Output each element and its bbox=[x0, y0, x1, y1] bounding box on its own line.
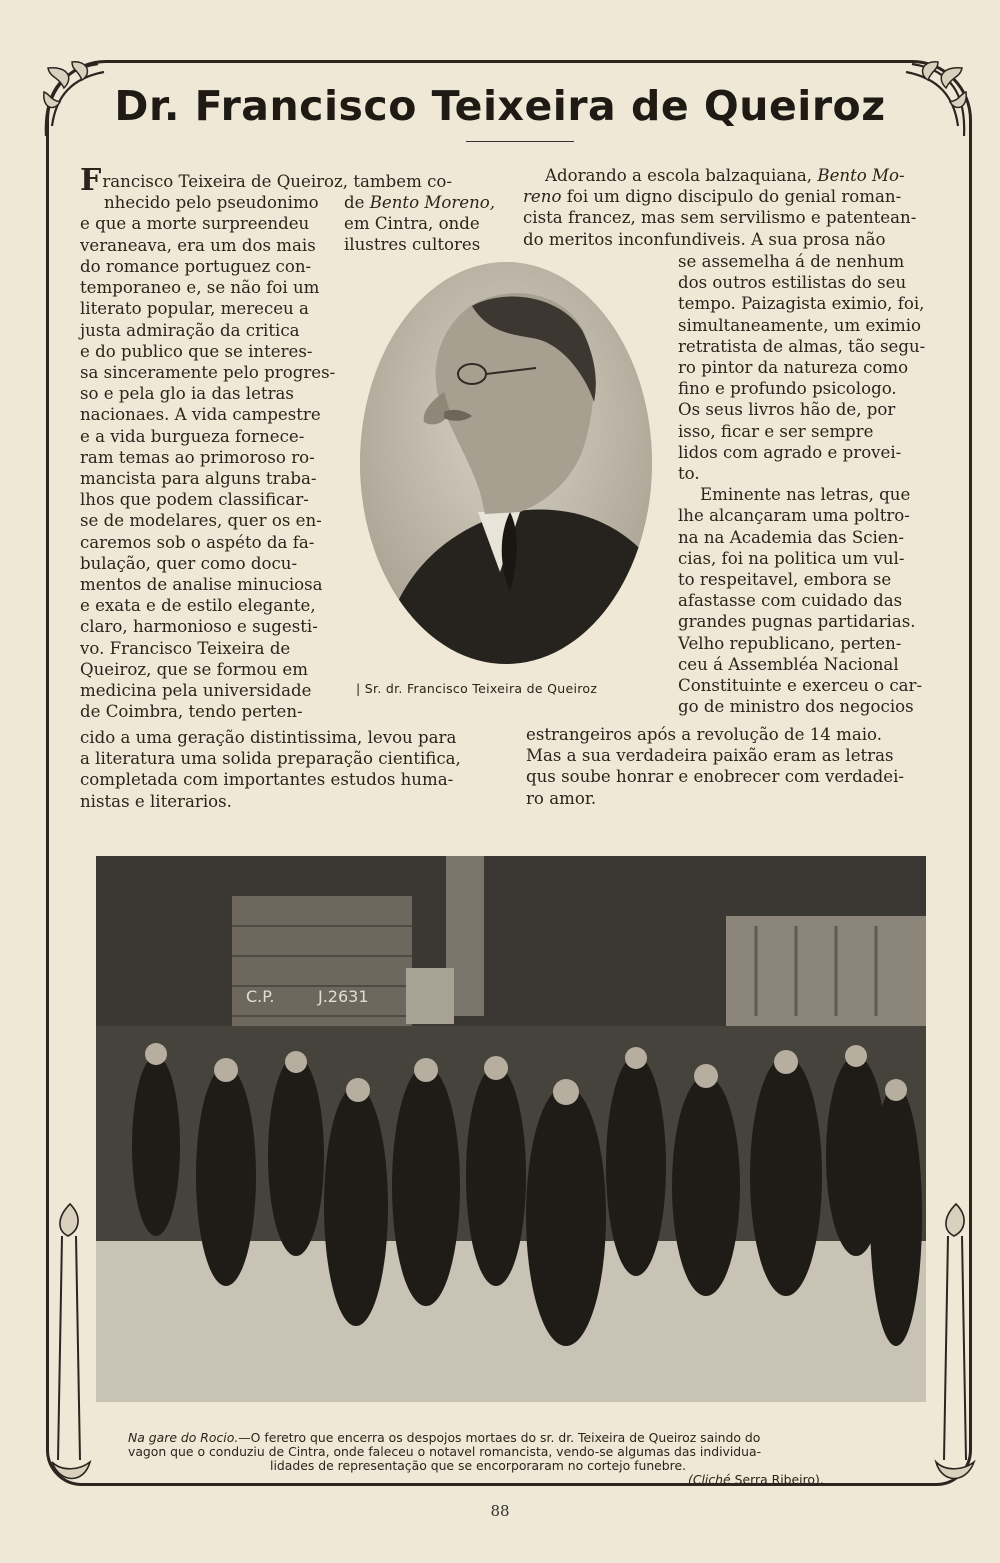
text-line: reno foi um digno discipulo do genial roman- bbox=[523, 187, 902, 207]
caption-line: Na gare do Rocio.—O feretro que encerra os despojos mortaes do sr. dr. Teixeira de Queiroz saindo do bbox=[128, 1430, 761, 1445]
text-line: do meritos inconfundiveis. A sua prosa não bbox=[523, 229, 886, 249]
text-line: nistas e literarios. bbox=[80, 791, 232, 811]
text-line: Os seus livros hão de, por bbox=[678, 400, 896, 420]
text-line: do romance portuguez con- bbox=[80, 257, 312, 276]
text-line: veraneava, era um dos mais bbox=[80, 235, 316, 255]
text-line: temporaneo e, se não foi um bbox=[80, 278, 320, 298]
text-line: vo. Francisco Teixeira de bbox=[80, 638, 291, 658]
text-line: e a vida burgueza fornece- bbox=[80, 426, 305, 446]
text-line: ro amor. bbox=[526, 788, 597, 808]
text-line: nhecido pelo pseudonimo bbox=[104, 193, 319, 213]
text-line: justa admiração da critica bbox=[80, 320, 300, 340]
text-line: nacionaes. A vida campestre bbox=[80, 405, 321, 425]
funeral-photo bbox=[96, 856, 926, 1402]
photo-credit: (Cliché Serra Ribeiro). bbox=[688, 1472, 824, 1487]
text-line: fino e profundo psicologo. bbox=[678, 379, 897, 399]
pseudonym: Bento Moreno, bbox=[369, 193, 496, 212]
right-column-bottom bbox=[526, 724, 938, 809]
text-line: sa sinceramente pelo progres- bbox=[80, 363, 336, 383]
text-line: go de ministro dos negocios bbox=[678, 697, 914, 717]
text-line: ram temas ao primoroso ro- bbox=[80, 447, 315, 467]
right-column-top bbox=[523, 165, 935, 250]
text-line: Francisco Teixeira de Queiroz, tambem co- bbox=[80, 163, 452, 198]
text-line: se de modelares, quer os en- bbox=[80, 511, 322, 531]
text-line: cista francez, mas sem servilismo e patentean- bbox=[523, 208, 917, 228]
caption-line: lidades de representação que se encorporaram no cortejo funebre. bbox=[270, 1458, 687, 1473]
text-line: ilustres cultores bbox=[344, 235, 481, 255]
text-line: de Bento Moreno, bbox=[344, 193, 496, 212]
left-column-bottom bbox=[80, 727, 492, 812]
photo-caption bbox=[128, 1431, 898, 1487]
portrait-caption: | Sr. dr. Francisco Teixeira de Queiroz bbox=[356, 681, 598, 696]
text-line: completada com importantes estudos huma- bbox=[80, 770, 454, 790]
text-line: mentos de analise minuciosa bbox=[80, 575, 323, 595]
text-line: Constituinte e exerceu o car- bbox=[678, 676, 923, 696]
text-line: lidos com agrado e provei- bbox=[678, 442, 902, 462]
text-line: to. bbox=[678, 464, 700, 484]
text-line: a literatura uma solida preparação cientifica, bbox=[80, 749, 461, 769]
text-line: tempo. Paizagista eximio, foi, bbox=[678, 294, 925, 314]
text-line: simultaneamente, um eximio bbox=[678, 315, 922, 335]
ribbon-ornament-bottom-right bbox=[926, 1200, 986, 1485]
text-line: cias, foi na politica um vul- bbox=[678, 548, 905, 568]
text-line: Eminente nas letras, que bbox=[700, 485, 911, 505]
text-line: e que a morte surpreendeu bbox=[80, 214, 310, 234]
article-title: Dr. Francisco Teixeira de Queiroz bbox=[114, 82, 886, 130]
text-line: grandes pugnas partidarias. bbox=[678, 612, 916, 632]
text-line: caremos sob o aspéto da fa- bbox=[80, 532, 315, 552]
text-line: e exata e de estilo elegante, bbox=[80, 596, 316, 616]
dropcap-f: F bbox=[80, 163, 102, 198]
text-line: so e pela glo ia das letras bbox=[80, 384, 294, 404]
text-line: medicina pela universidade bbox=[80, 681, 312, 701]
caption-lead: Na gare do Rocio. bbox=[128, 1430, 239, 1445]
text-line: afastasse com cuidado das bbox=[678, 591, 903, 611]
text-line: cido a uma geração distintissima, levou para bbox=[80, 728, 457, 747]
text-line: lhos que podem classificar- bbox=[80, 490, 309, 510]
text-line: literato popular, mereceu a bbox=[80, 299, 309, 319]
text-line: Velho republicano, perten- bbox=[678, 633, 902, 653]
text-line: e do publico que se interes- bbox=[80, 341, 313, 361]
text-line: bulação, quer como docu- bbox=[80, 553, 298, 573]
caption-bar: | bbox=[356, 681, 361, 696]
text-line: na na Academia das Scien- bbox=[678, 527, 904, 547]
title-divider bbox=[466, 141, 574, 142]
text-line: Queiroz, que se formou em bbox=[80, 659, 308, 679]
text-line: se assemelha á de nenhum bbox=[678, 252, 905, 271]
text-line: Mas a sua verdadeira paixão eram as letras bbox=[526, 746, 894, 766]
text-line: retratista de almas, tão segu- bbox=[678, 336, 926, 356]
text-line: ro pintor da natureza como bbox=[678, 358, 909, 378]
text-line: isso, ficar e ser sempre bbox=[678, 421, 874, 441]
left-column-narrow bbox=[80, 256, 337, 722]
text-line: mancista para alguns traba- bbox=[80, 469, 317, 489]
left-column-top-continuation bbox=[344, 192, 495, 256]
text-line: dos outros estilistas do seu bbox=[678, 273, 907, 293]
text-line: qus soube honrar e enobrecer com verdadei- bbox=[526, 767, 904, 787]
text-line: Adorando a escola balzaquiana, Bento Mo- bbox=[545, 166, 905, 185]
text-line: ceu á Assembléa Nacional bbox=[678, 654, 899, 674]
ribbon-ornament-bottom-left bbox=[40, 1200, 100, 1485]
right-column-narrow bbox=[678, 251, 935, 717]
caption-line: vagon que o conduziu de Cintra, onde faleceu o notavel romancista, vendo-se algumas das individua- bbox=[128, 1444, 762, 1459]
text-line: estrangeiros após a revolução de 14 maio. bbox=[526, 725, 883, 744]
text-line: de Coimbra, tendo perten- bbox=[80, 702, 303, 722]
wagon-label-left: C.P. bbox=[246, 987, 275, 1006]
page-number: 88 bbox=[490, 1502, 510, 1520]
text-line: em Cintra, onde bbox=[344, 214, 480, 234]
wagon-label-right: J.2631 bbox=[318, 987, 369, 1006]
portrait-photo bbox=[360, 262, 652, 664]
text-line: lhe alcançaram uma poltro- bbox=[678, 506, 910, 526]
text-line: to respeitavel, embora se bbox=[678, 570, 892, 590]
text-line: claro, harmonioso e sugesti- bbox=[80, 617, 318, 637]
